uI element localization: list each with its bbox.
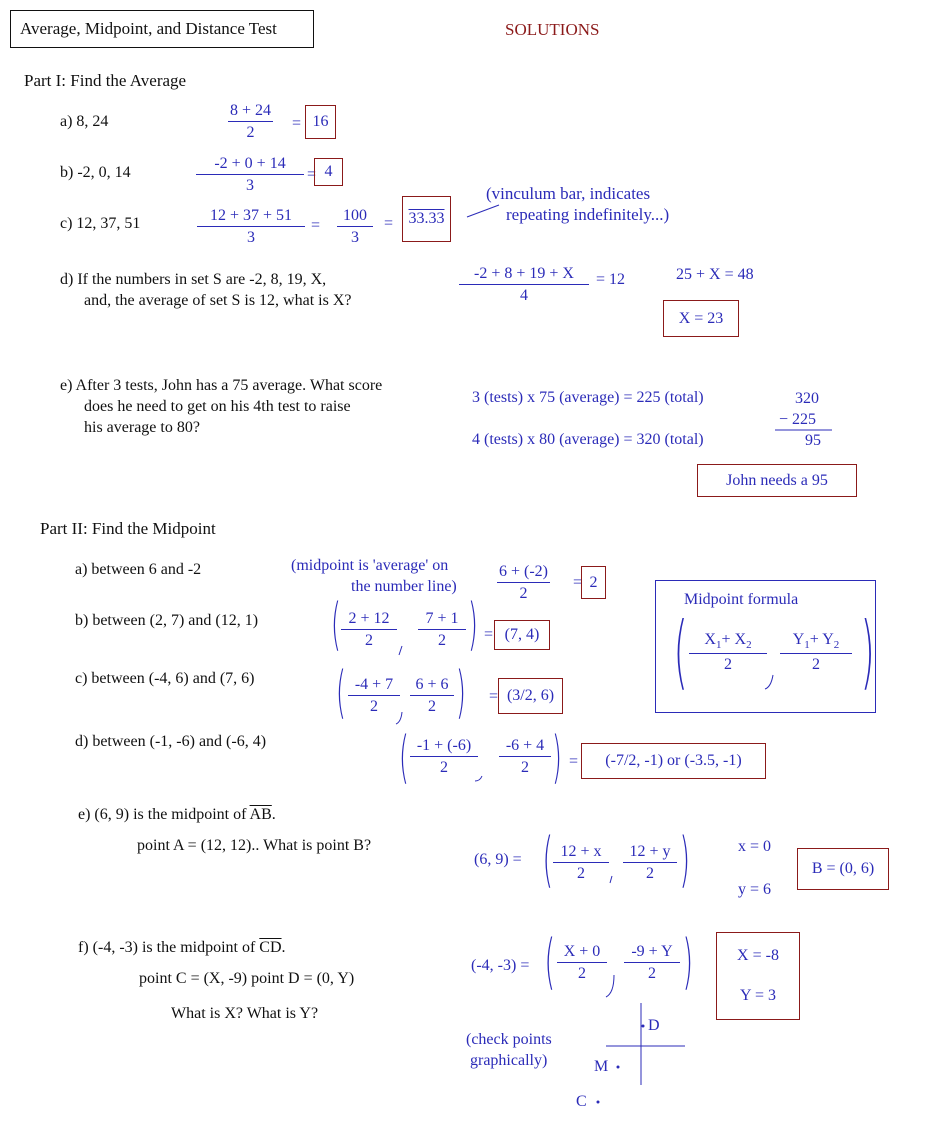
numerator: X + 0	[563, 943, 601, 960]
point-c-label: C	[576, 1093, 587, 1110]
p2f-question-3: What is X? What is Y?	[171, 1005, 319, 1022]
p2f-question-2: point C = (X, -9) point D = (0, Y)	[139, 970, 355, 987]
answer-text: (-7/2, -1) or (-3.5, -1)	[605, 752, 742, 769]
left-paren: (	[331, 592, 341, 657]
p2b-fraction-x	[341, 611, 397, 649]
p1a-fraction	[228, 103, 273, 141]
p2e-fraction-x	[553, 844, 609, 882]
p2e-lhs: (6, 9) =	[474, 851, 522, 868]
subscript: 1	[804, 639, 810, 652]
question-text: f) (-4, -3) is the midpoint of	[78, 939, 256, 956]
formula-y-fraction	[780, 632, 852, 673]
subscript: 2	[746, 639, 752, 652]
p1e-line-2: 4 (tests) x 80 (average) = 320 (total)	[472, 431, 704, 448]
answer-text: 33.33	[408, 210, 445, 227]
left-paren: (	[542, 825, 553, 895]
segment-label: $\overline{CD}$	[259, 939, 282, 956]
answer-y: Y = 3	[740, 987, 776, 1004]
answer-text: (7, 4)	[504, 626, 540, 643]
numerator: -6 + 4	[505, 737, 545, 754]
p2a-question: a) between 6 and -2	[75, 561, 202, 578]
answer-text: John needs a 95	[726, 471, 828, 489]
numerator: 7 + 1	[425, 610, 459, 627]
answer-text: 2	[589, 573, 598, 591]
midpoint-formula-title: Midpoint formula	[684, 591, 799, 608]
denominator: 3	[247, 229, 255, 246]
answer-text: 4	[324, 163, 333, 180]
denominator: 2	[577, 865, 585, 882]
p1d-question-1: d) If the numbers in set S are -2, 8, 19, X,	[60, 271, 327, 288]
p2f-check-note-1: (check points	[466, 1031, 552, 1048]
solutions-label: SOLUTIONS	[505, 20, 600, 39]
p1e-answer	[697, 464, 857, 497]
p2e-x-value: x = 0	[738, 838, 772, 855]
p2c-answer	[498, 678, 563, 714]
p1e-question-1: e) After 3 tests, John has a 75 average. What score	[60, 377, 383, 394]
equals: =	[307, 166, 317, 183]
p2a-note-2: the number line)	[351, 578, 457, 595]
denominator: 2	[519, 585, 528, 602]
denominator: 2	[440, 759, 448, 776]
denominator: 2	[648, 965, 656, 982]
coordinate-axes-sketch	[0, 0, 1, 1]
answer-text: X = 23	[678, 309, 724, 327]
equals: =	[384, 215, 394, 232]
part2-heading: Part II: Find the Midpoint	[40, 519, 216, 538]
denominator: 2	[246, 124, 255, 141]
p1a-question: a) 8, 24	[60, 113, 109, 130]
p2a-note-1: (midpoint is 'average' on	[291, 557, 449, 574]
right-paren: )	[679, 825, 690, 895]
denominator: 2	[521, 759, 529, 776]
formula-left-paren: (	[673, 605, 688, 698]
period: .	[271, 806, 276, 823]
p1e-question-2: does he need to get on his 4th test to raise	[84, 398, 351, 415]
p1c-fraction	[197, 208, 305, 246]
p2d-fraction-y	[499, 738, 551, 776]
denominator: 2	[646, 865, 654, 882]
p2d-fraction-x	[410, 738, 478, 776]
p1e-question-3: his average to 80?	[84, 419, 200, 436]
denominator: 2	[365, 632, 373, 649]
p1b-question: b) -2, 0, 14	[60, 164, 131, 181]
x-plus: + X	[721, 631, 747, 648]
numerator: -9 + Y	[631, 943, 673, 960]
p1c-question: c) 12, 37, 51	[60, 215, 141, 232]
denominator: 2	[370, 698, 378, 715]
p2e-question-1	[78, 807, 276, 823]
denominator: 2	[578, 965, 586, 982]
title-box	[10, 10, 314, 48]
numerator: -4 + 7	[354, 676, 394, 693]
p1a-answer	[305, 105, 336, 139]
p1c-note-1: (vinculum bar, indicates	[486, 184, 651, 203]
right-paren: )	[456, 660, 466, 725]
point-m-label: M	[594, 1058, 609, 1075]
p1d-question-2: and, the average of set S is 12, what is X?	[84, 292, 352, 309]
numerator: -2 + 8 + 19 + X	[474, 265, 574, 282]
right-paren: )	[468, 592, 478, 657]
period: .	[281, 939, 286, 956]
denominator: 3	[246, 177, 254, 194]
denominator: 2	[724, 656, 732, 674]
answer-text: (3/2, 6)	[506, 687, 555, 704]
numerator: -1 + (-6)	[416, 737, 472, 754]
answer-x: X = -8	[737, 947, 779, 964]
left-paren: (	[399, 725, 409, 790]
answer-text: 16	[312, 113, 329, 130]
p2c-fraction-y	[410, 677, 454, 715]
p2a-fraction	[497, 564, 550, 602]
numerator: 100	[343, 207, 367, 224]
p1e-sub-top: 320	[795, 390, 819, 407]
p1d-fraction	[459, 266, 589, 304]
p1d-answer	[663, 300, 739, 337]
left-paren: (	[544, 927, 555, 997]
y-plus: + Y	[809, 631, 834, 648]
segment-label: $\overline{AB}$	[249, 806, 272, 823]
numerator: 6 + (-2)	[499, 563, 549, 580]
denominator: 2	[812, 656, 820, 674]
p1e-line-1: 3 (tests) x 75 (average) = 225 (total)	[472, 389, 704, 406]
formula-right-paren: )	[860, 605, 875, 698]
p2e-answer	[797, 848, 889, 890]
p1d-step: 25 + X = 48	[676, 266, 754, 283]
subscript: 1	[715, 639, 722, 652]
denominator: 2	[438, 632, 446, 649]
p1c-note-2: repeating indefinitely...)	[506, 205, 670, 224]
p2c-fraction-x	[348, 677, 400, 715]
y-var: Y	[792, 631, 805, 648]
p2f-fraction-y	[624, 944, 680, 982]
denominator: 2	[428, 698, 436, 715]
p2f-lhs: (-4, -3) =	[471, 957, 530, 974]
p2b-answer	[494, 620, 550, 650]
p1b-fraction	[196, 156, 304, 194]
subscript: 2	[833, 639, 840, 652]
numerator: -2 + 0 + 14	[214, 155, 286, 172]
denominator: 4	[520, 287, 528, 304]
p2f-fraction-x	[557, 944, 607, 982]
denominator: 3	[351, 229, 359, 246]
numerator: 12 + y	[629, 843, 671, 860]
p2d-answer	[581, 743, 766, 779]
point-d-label: D	[648, 1017, 660, 1034]
numerator: 6 + 6	[415, 676, 449, 693]
part1-heading: Part I: Find the Average	[24, 71, 187, 90]
left-paren: (	[336, 660, 346, 725]
p1d-equals-12: = 12	[596, 271, 626, 288]
p2b-fraction-y	[418, 611, 466, 649]
p2b-question: b) between (2, 7) and (12, 1)	[75, 612, 259, 629]
equals: =	[484, 626, 494, 643]
p2d-question: d) between (-1, -6) and (-6, 4)	[75, 733, 267, 750]
p1c-fraction-2	[337, 208, 373, 246]
p1c-answer	[402, 196, 451, 242]
p2f-answer-box	[716, 932, 800, 1020]
right-paren: )	[682, 927, 693, 997]
p2e-fraction-y	[623, 844, 677, 882]
p2e-question-2: point A = (12, 12).. What is point B?	[137, 837, 372, 854]
right-paren: )	[552, 725, 562, 790]
numerator: 12 + x	[560, 843, 602, 860]
equals: =	[311, 217, 321, 234]
equals: =	[292, 115, 302, 132]
p2e-y-value: y = 6	[738, 881, 772, 898]
equals: =	[573, 574, 583, 591]
p1e-sub-mid: − 225	[779, 411, 817, 428]
numerator: 8 + 24	[230, 102, 272, 119]
p2a-answer	[581, 566, 606, 599]
p1e-sub-result: 95	[805, 432, 821, 449]
answer-text: B = (0, 6)	[811, 860, 875, 877]
numerator: 12 + 37 + 51	[209, 207, 293, 224]
p2f-check-note-2: graphically)	[470, 1052, 548, 1069]
formula-x-fraction	[689, 632, 767, 673]
x-var: X	[704, 631, 716, 648]
p2f-question-1	[78, 940, 286, 956]
test-title: Average, Midpoint, and Distance Test	[20, 19, 277, 38]
equals: =	[489, 688, 499, 705]
numerator: 2 + 12	[348, 610, 390, 627]
p1b-answer	[314, 158, 343, 186]
p2c-question: c) between (-4, 6) and (7, 6)	[75, 670, 255, 687]
question-text: e) (6, 9) is the midpoint of	[78, 806, 247, 823]
equals: =	[569, 753, 579, 770]
